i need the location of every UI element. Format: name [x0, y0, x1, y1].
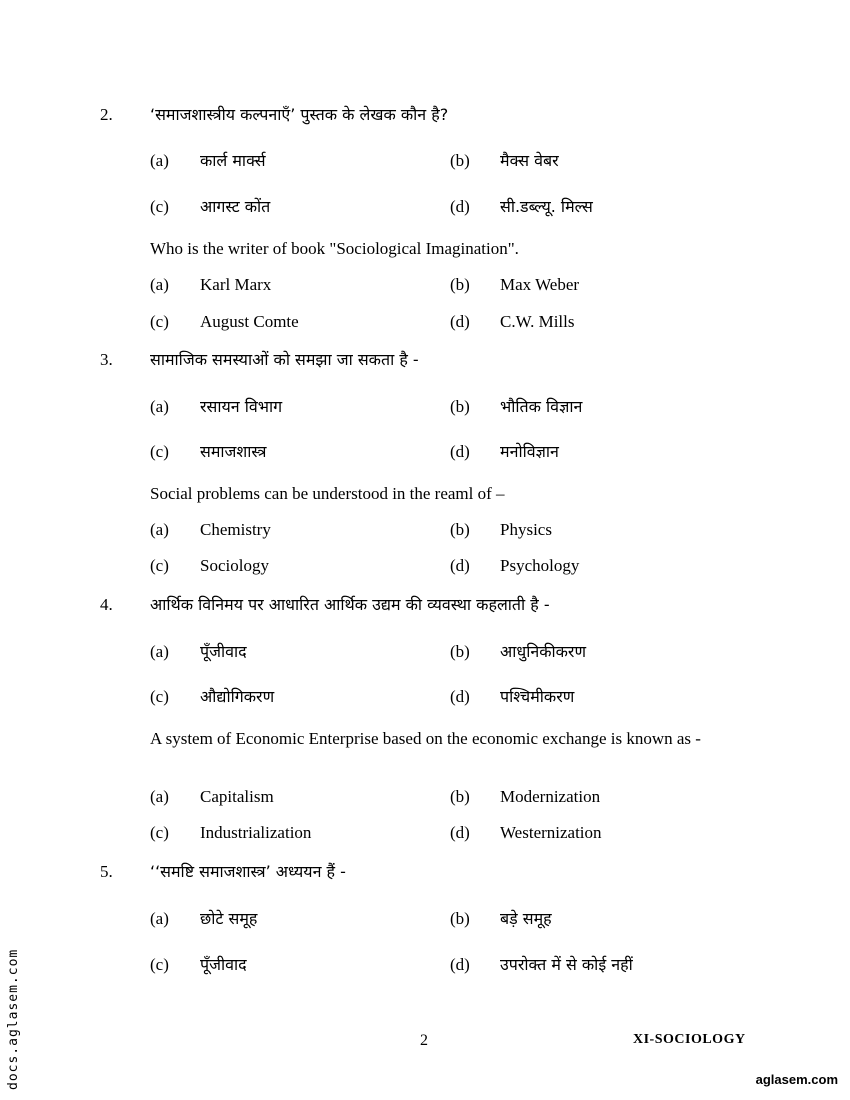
option-label: (c) [150, 197, 169, 216]
option-label: (b) [450, 275, 470, 294]
option-label: (d) [450, 312, 470, 331]
side-watermark: docs.aglasem.com [6, 948, 21, 1090]
question-text-english: Who is the writer of book "Sociological Imagination". [150, 239, 519, 258]
option-label: (b) [450, 520, 470, 539]
question-text-english: Social problems can be understood in the reaml of – [150, 484, 505, 503]
option-label: (b) [450, 642, 470, 661]
question-text-hindi: ‘‘समष्टि समाजशास्त्र’ अध्ययन हैं - [150, 862, 346, 881]
brand-watermark: aglasem.com [755, 1072, 838, 1087]
option-label: (c) [150, 955, 169, 974]
option-label: (c) [150, 442, 169, 461]
question-text-hindi: सामाजिक समस्याओं को समझा जा सकता है - [150, 350, 419, 369]
option-label: (a) [150, 520, 169, 539]
question-number: 2. [100, 105, 113, 124]
option-text-hindi: बड़े समूह [500, 909, 552, 928]
option-text-hindi: कार्ल मार्क्स [200, 151, 266, 170]
question-number: 3. [100, 350, 113, 369]
option-text-english: Modernization [500, 787, 601, 806]
option-text-hindi: मैक्स वेबर [500, 151, 559, 170]
option-text-english: Sociology [200, 556, 269, 575]
question-text-english: A system of Economic Enterprise based on the economic exchange is known as - [150, 729, 701, 748]
option-label: (a) [150, 275, 169, 294]
question-text-hindi: आर्थिक विनिमय पर आधारित आर्थिक उद्यम की व्यवस्था कहलाती है - [150, 595, 550, 614]
option-label: (c) [150, 687, 169, 706]
option-text-hindi: पूँजीवाद [200, 642, 247, 661]
option-text-english: Chemistry [200, 520, 271, 539]
option-label: (d) [450, 955, 470, 974]
option-text-hindi: समाजशास्त्र [200, 442, 267, 461]
option-label: (b) [450, 397, 470, 416]
question-text-hindi: ‘समाजशास्त्रीय कल्पनाएँ’ पुस्तक के लेखक कौन है? [150, 105, 449, 124]
option-text-english: Westernization [500, 823, 602, 842]
option-label: (b) [450, 909, 470, 928]
option-label: (a) [150, 787, 169, 806]
option-label: (a) [150, 642, 169, 661]
option-label: (c) [150, 556, 169, 575]
option-text-hindi: उपरोक्त में से कोई नहीं [500, 955, 633, 974]
option-text-hindi: आधुनिकीकरण [500, 642, 587, 661]
question-number: 4. [100, 595, 113, 614]
option-text-english: Psychology [500, 556, 580, 575]
option-text-english: August Comte [200, 312, 299, 331]
paper-code: XI-SOCIOLOGY [633, 1032, 746, 1047]
option-label: (b) [450, 151, 470, 170]
option-label: (a) [150, 151, 169, 170]
option-text-hindi: पूँजीवाद [200, 955, 247, 974]
option-label: (c) [150, 823, 169, 842]
option-text-hindi: रसायन विभाग [200, 397, 283, 416]
option-text-hindi: मनोविज्ञान [500, 442, 559, 461]
option-text-english: Capitalism [200, 787, 274, 806]
option-label: (d) [450, 556, 470, 575]
option-text-english: C.W. Mills [500, 312, 575, 331]
option-label: (d) [450, 823, 470, 842]
option-text-hindi: पश्चिमीकरण [500, 687, 575, 706]
option-text-hindi: भौतिक विज्ञान [500, 397, 583, 416]
option-text-english: Industrialization [200, 823, 312, 842]
option-text-hindi: औद्योगिकरण [200, 687, 275, 706]
option-text-hindi: सी.डब्ल्यू. मिल्स [500, 197, 593, 216]
option-label: (d) [450, 197, 470, 216]
option-text-english: Karl Marx [200, 275, 272, 294]
option-text-hindi: छोटे समूह [200, 909, 258, 928]
option-label: (d) [450, 687, 470, 706]
page-number: 2 [420, 1032, 428, 1049]
option-label: (c) [150, 312, 169, 331]
option-text-english: Physics [500, 520, 552, 539]
option-text-english: Max Weber [500, 275, 580, 294]
option-label: (d) [450, 442, 470, 461]
option-label: (b) [450, 787, 470, 806]
option-label: (a) [150, 397, 169, 416]
option-label: (a) [150, 909, 169, 928]
option-text-hindi: आगस्ट कोंत [200, 197, 271, 216]
question-number: 5. [100, 862, 113, 881]
